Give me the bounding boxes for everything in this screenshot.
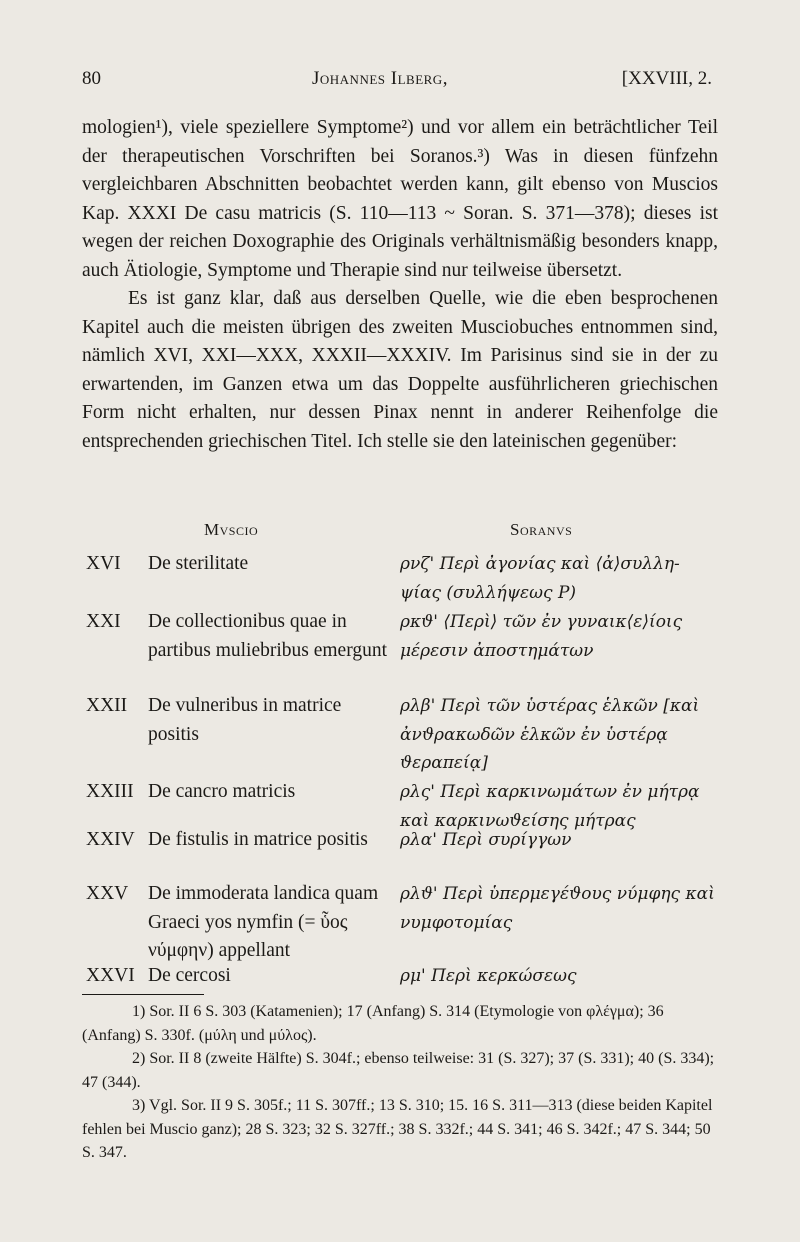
footnote-3: 3) Vgl. Sor. II 9 S. 305f.; 11 S. 307ff.; 13 S. 310; 15. 16 S. 311—313 (diese beiden Kapitel fehlen bei Muscio ganz); 28 S. 323; 32 S. 327ff.; 38 S. 332f.; 44 S. 341; 46 S. 342f.; 47 S. 344; 50 S. 347. bbox=[82, 1097, 713, 1161]
greek-title: ρνζ' Περὶ ἀγονίας καὶ ⟨ἀ⟩συλλη-ψίας (συλλήψεως P) bbox=[400, 554, 680, 603]
latin-title: De collectionibus quae in partibus muliebribus emergunt bbox=[148, 611, 388, 661]
latin-title: De cercosi bbox=[148, 965, 231, 986]
volume-ref: [XXVIII, 2. bbox=[621, 68, 712, 89]
chapter-number: XVI bbox=[86, 553, 121, 574]
body-text bbox=[82, 114, 718, 456]
chapter-number: XXVI bbox=[86, 965, 135, 986]
running-header bbox=[82, 68, 712, 98]
footnote-rule bbox=[82, 994, 204, 995]
footnote-1: 1) Sor. II 6 S. 303 (Katamenien); 17 (Anfang) S. 314 (Etymologie von φλέγμα); 36 (Anfang) S. 330f. (μύλη und μύλος). bbox=[82, 1003, 664, 1044]
running-author: Johannes Ilberg, bbox=[312, 68, 448, 89]
greek-title: ρμ' Περὶ κερκώσεως bbox=[400, 966, 577, 986]
paragraph-1: mologien¹), viele speziellere Symptome²) und vor allem ein beträchtlicher Teil der therapeutischen Vorschriften bei Soranos.³) Was in diesen fünfzehn vergleichbaren Abschnitten beobachtet werden kann, gilt ebenso von Muscios Kap. XXXI De casu matricis (S. 110—113 ~ Soran. S. 371—378); dieses ist wegen der reichen Doxographie des Originals verhältnismäßig besonders knapp, auch Ätiologie, Symptome und Therapie sind nur teilweise übersetzt. bbox=[82, 117, 718, 281]
page-number: 80 bbox=[82, 68, 101, 89]
greek-title: ρλβ' Περὶ τῶν ὑστέρας ἑλκῶν [καὶ ἀνϑρακωδῶν ἑλκῶν ἐν ὑστέρᾳ ϑεραπείᾳ] bbox=[400, 696, 700, 773]
greek-title: ρλα' Περὶ συρίγγων bbox=[400, 830, 572, 850]
greek-title: ρλϑ' Περὶ ὑπερμεγέϑους νύμφης καὶ νυμφοτομίας bbox=[400, 884, 715, 933]
chapter-number: XXIV bbox=[86, 829, 135, 850]
footnote-2: 2) Sor. II 8 (zweite Hälfte) S. 304f.; ebenso teilweise: 31 (S. 327); 37 (S. 331); 40 (S. 334); 47 (344). bbox=[82, 1050, 715, 1091]
latin-title: De sterilitate bbox=[148, 553, 249, 574]
column-heading-muscio: Mvscio bbox=[204, 520, 259, 539]
greek-title: ρκϑ' ⟨Περὶ⟩ τῶν ἐν γυναικ⟨ε⟩ίοις μέρεσιν ἀποστημάτων bbox=[400, 612, 683, 661]
latin-title: De immoderata landica quam Graeci yos nymfin (= ὗος νύμφην) appellant bbox=[148, 883, 379, 961]
latin-title: De vulneribus in matrice positis bbox=[148, 695, 342, 745]
latin-title: De fistulis in matrice positis bbox=[148, 829, 368, 850]
paragraph-2: Es ist ganz klar, daß aus derselben Quelle, wie die eben besprochenen Kapitel auch die meisten übrigen des zweiten Musciobuches entnommen sind, nämlich XVI, XXI—XXX, XXXII—XXXIV. Im Parisinus sind sie in der zu erwartenden, im Ganzen etwa um das Doppelte ausführlicheren griechischen Form nicht erhalten, nur dessen Pinax nennt in anderer Reihenfolge die entsprechenden griechischen Titel. Ich stelle sie den lateinischen gegenüber: bbox=[82, 288, 718, 452]
chapter-number: XXIII bbox=[86, 781, 134, 802]
latin-title: De cancro matricis bbox=[148, 781, 296, 802]
footnotes bbox=[82, 1000, 718, 1165]
chapter-number: XXII bbox=[86, 695, 128, 716]
column-heading-soranus: Soranvs bbox=[510, 520, 573, 539]
chapter-number: XXV bbox=[86, 883, 129, 904]
chapter-number: XXI bbox=[86, 611, 121, 632]
greek-title: ρλς' Περὶ καρκινωμάτων ἐν μήτρᾳ καὶ καρκινωϑείσης μήτρας bbox=[400, 782, 700, 831]
